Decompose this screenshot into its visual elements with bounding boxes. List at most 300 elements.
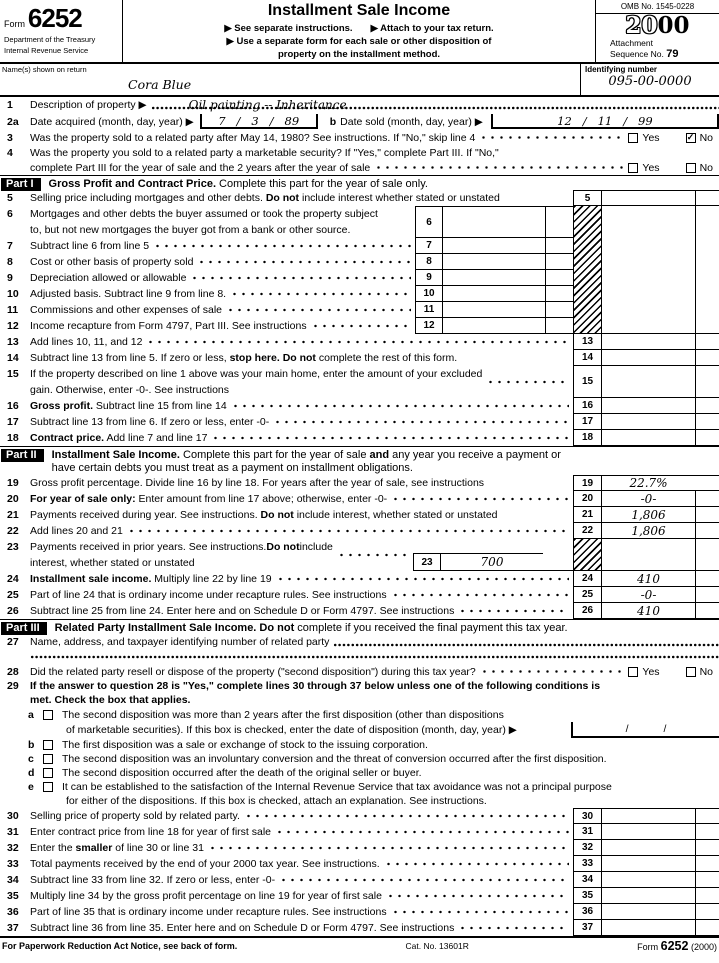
line-32-box: 32 — [573, 840, 602, 856]
line-13-amount[interactable] — [602, 334, 695, 350]
line-6-number: 6 — [7, 208, 13, 220]
line-7-amount[interactable] — [443, 238, 545, 254]
line-22-cents[interactable] — [695, 523, 719, 539]
line-12 — [0, 318, 719, 334]
line-28-yes-checkbox[interactable] — [628, 667, 638, 677]
line-10-amount[interactable] — [443, 286, 545, 302]
line-29-text-1: If the answer to question 28 is "Yes," complete lines 30 through 37 below unless one of the following conditions is — [30, 680, 601, 692]
line-13-box: 13 — [573, 334, 602, 350]
line-6-box: 6 — [415, 206, 443, 238]
line-27-number: 27 — [7, 636, 19, 648]
line-25-cents[interactable] — [695, 587, 719, 603]
line-19 — [0, 475, 719, 491]
irs-label: Internal Revenue Service — [4, 45, 89, 55]
installment-sale-income-value: 410 — [637, 571, 660, 586]
line-21-box: 21 — [573, 507, 602, 523]
line-23-label: Payments received in prior years. See instructions. Do not include interest, whether stated or unstated — [30, 541, 333, 569]
line-29e-row-2 — [0, 794, 719, 808]
bullet-attach: ▶ Attach to your tax return. — [370, 23, 494, 34]
date-sold-value: 12 / 11 / 99 — [557, 113, 653, 128]
line-23-box: 23 — [413, 553, 441, 571]
line-21 — [0, 507, 719, 523]
line-8-cents[interactable] — [545, 254, 573, 270]
line-16-number: 16 — [7, 400, 19, 412]
dot-leader — [480, 664, 625, 679]
line-23 — [0, 539, 719, 571]
line-25-box: 25 — [573, 587, 602, 603]
line-34-box: 34 — [573, 872, 602, 888]
line-36-number: 36 — [7, 906, 19, 918]
line-18-cents[interactable] — [695, 430, 719, 446]
line-29b-letter: b — [28, 739, 35, 751]
dot-leader — [244, 808, 569, 824]
line-21-number: 21 — [7, 509, 19, 521]
name-label: Name(s) shown on return — [2, 65, 87, 74]
form-number: 6252 — [27, 3, 82, 33]
dot-leader — [276, 571, 569, 587]
line-25 — [0, 587, 719, 603]
line-29-text-2: met. Check the box that applies. — [30, 694, 191, 706]
dot-leader — [479, 130, 624, 145]
catalog-number: Cat. No. 13601R — [405, 941, 469, 951]
line-9-cents[interactable] — [545, 270, 573, 286]
line-13 — [0, 334, 719, 350]
dot-leader — [391, 587, 569, 603]
part-1-label: Part I — [1, 178, 41, 191]
line-27 — [0, 634, 719, 650]
line-10-cents[interactable] — [545, 286, 573, 302]
line-27-label: Name, address, and taxpayer identifying number of related party — [30, 636, 330, 648]
no-label: No — [699, 131, 713, 144]
line-34-label: Subtract line 33 from line 32. If zero or less, enter -0- — [30, 874, 276, 886]
form-word: Form — [4, 19, 25, 29]
line-36-box: 36 — [573, 904, 602, 920]
line-18-box: 18 — [573, 430, 602, 446]
no-label: No — [699, 665, 713, 678]
treasury-label: Department of the Treasury — [4, 35, 96, 44]
line-31-box: 31 — [573, 824, 602, 840]
line-9-number: 9 — [7, 272, 13, 284]
line-29a-row-2 — [0, 722, 719, 738]
line-13-number: 13 — [7, 336, 19, 348]
line-4-question-2: complete Part III for the year of sale and the 2 years after the year of sale — [30, 161, 371, 174]
line-8-label: Cost or other basis of property sold — [30, 256, 194, 268]
line-37-amount[interactable] — [602, 920, 695, 936]
line-35-amount[interactable] — [602, 888, 695, 904]
title-block — [123, 0, 595, 62]
line-24-amount[interactable] — [602, 571, 695, 587]
line-4-number: 4 — [7, 146, 13, 159]
part-3-title: Related Party Installment Sale Income. Do not complete if you received the final payment this tax year. — [54, 622, 568, 634]
line-5-cents[interactable] — [695, 190, 719, 206]
line-21-label: Payments received during year. See instructions. Do not include interest, whether stated or unstated — [30, 509, 498, 521]
line-4-question-1: Was the property you sold to a related party a marketable security? If "Yes," complete Part III. If "No," — [30, 146, 499, 159]
line-19-box: 19 — [573, 475, 602, 491]
line-7-cents[interactable] — [545, 238, 573, 254]
line-19-amount[interactable] — [602, 475, 695, 491]
line-5-label: Selling price including mortgages and other debts. Do not include interest whether stated or unstated — [30, 192, 500, 204]
dot-leader — [153, 238, 411, 254]
line-17-label: Subtract line 13 from line 6. If zero or less, enter -0- — [30, 416, 270, 428]
line-4-no-checkbox[interactable] — [686, 163, 696, 173]
line-29-number: 29 — [7, 680, 19, 692]
line-5-amount[interactable] — [602, 190, 695, 206]
line-1 — [0, 97, 719, 113]
dot-leader — [391, 491, 569, 507]
line-29c-letter: c — [28, 753, 34, 765]
identifying-number-value: 095-00-0000 — [608, 74, 692, 89]
line-36-amount[interactable] — [602, 904, 695, 920]
line-29e-text-2: for either of the dispositions. If this box is checked, attach an explanation. See instructions. — [66, 795, 487, 807]
line-37-cents[interactable] — [695, 920, 719, 936]
line-30-number: 30 — [7, 810, 19, 822]
tax-year: 2000 — [625, 12, 690, 39]
line-18-label: Contract price. Add line 7 and line 17 — [30, 432, 208, 444]
line-19-label: Gross profit percentage. Divide line 16 by line 18. For years after the year of sale, see instructions — [30, 477, 485, 489]
dot-leader — [458, 920, 569, 936]
line-3 — [0, 130, 719, 145]
name-value: Cora Blue — [128, 77, 192, 92]
part-1-section — [0, 190, 719, 446]
second-disposition-date-field[interactable] — [571, 722, 719, 738]
line-29b-text: The first disposition was a sale or exchange of stock to the issuing corporation. — [62, 739, 428, 751]
line-29d-checkbox[interactable] — [43, 768, 53, 778]
line-18-amount[interactable] — [602, 430, 695, 446]
line-18-number: 18 — [7, 432, 19, 444]
part-2-section — [0, 475, 719, 619]
dot-leader — [146, 334, 569, 350]
line-17 — [0, 414, 719, 430]
line-18 — [0, 430, 719, 446]
no-label: No — [699, 161, 713, 174]
dot-leader — [486, 366, 569, 398]
line-29e-text-1: It can be established to the satisfaction of the Internal Revenue Service that tax avoidance was not a principal purpose — [62, 781, 612, 793]
line-12-cents[interactable] — [545, 318, 573, 334]
prior-year-payments-value: 700 — [480, 555, 504, 569]
line-29a-checkbox[interactable] — [43, 710, 53, 720]
line-33-number: 33 — [7, 858, 19, 870]
line-4-row-2 — [0, 160, 719, 175]
line-20-number: 20 — [7, 493, 19, 505]
line-36-cents[interactable] — [695, 904, 719, 920]
sequence-label: Sequence No. 79 — [610, 48, 679, 61]
bullet-separate-form-2: property on the installment method. — [277, 49, 441, 60]
line-17-amount[interactable] — [602, 414, 695, 430]
date-acquired-value: 7 / 3 / 89 — [218, 113, 300, 128]
form-title: Installment Sale Income — [267, 2, 451, 19]
line-26-cents[interactable] — [695, 603, 719, 619]
line-29e-checkbox[interactable] — [43, 782, 53, 792]
line-15 — [0, 366, 719, 398]
line-35-number: 35 — [7, 890, 19, 902]
line-15-number: 15 — [7, 368, 19, 380]
line-3-yes-checkbox[interactable] — [628, 133, 638, 143]
line-29a-letter: a — [28, 708, 34, 721]
line-2a-label: Date acquired (month, day, year) ▶ — [30, 115, 194, 128]
line-5-box: 5 — [573, 190, 602, 206]
line-37-number: 37 — [7, 922, 19, 934]
dot-leader — [374, 160, 624, 175]
dot-leader — [311, 318, 411, 334]
line-26-amount[interactable]: 410 — [602, 603, 695, 619]
line-34-amount[interactable] — [602, 872, 695, 888]
second-disposition-date-value: / / — [625, 723, 667, 735]
line-16-amount[interactable] — [602, 398, 695, 414]
line-23-amount[interactable] — [441, 553, 543, 571]
line-28-number: 28 — [7, 665, 19, 678]
form-footer — [0, 936, 719, 954]
line-37-label: Subtract line 36 from line 35. Enter here and on Schedule D or Form 4797. See instructions — [30, 922, 455, 934]
line-29a-row-1 — [0, 707, 719, 722]
line-29-row-2 — [0, 693, 719, 707]
dot-leader — [458, 603, 569, 619]
line-24 — [0, 571, 719, 587]
line-36-label: Part of line 35 that is ordinary income under recapture rules. See instructions — [30, 906, 387, 918]
part-1-bar — [0, 175, 719, 190]
name-field[interactable] — [0, 64, 580, 95]
line-26-box: 26 — [573, 603, 602, 619]
line-14-number: 14 — [7, 352, 19, 364]
line-8-amount[interactable] — [443, 254, 545, 270]
line-14-cents[interactable] — [695, 350, 719, 366]
line-20-amount[interactable]: -0- — [602, 491, 695, 507]
line-34 — [0, 872, 719, 888]
line-10-label: Adjusted basis. Subtract line 9 from line 8. — [30, 288, 227, 300]
line-8-number: 8 — [7, 256, 13, 268]
property-description-value: Oil painting -- Inheritance — [188, 98, 347, 112]
dot-leader — [386, 888, 569, 904]
line-24-cents[interactable] — [695, 571, 719, 587]
line-29c — [0, 752, 719, 766]
identifying-number-field[interactable] — [580, 64, 719, 95]
line-24-label: Installment sale income. Multiply line 22 by line 19 — [30, 573, 272, 585]
line-29c-text: The second disposition was an involuntary conversion and the threat of conversion occurred after the first disposition. — [62, 753, 607, 765]
line-15-amount[interactable] — [602, 366, 695, 398]
line-31-cents[interactable] — [695, 824, 719, 840]
dot-leader — [230, 286, 411, 302]
line-29d-letter: d — [28, 767, 35, 779]
part-1-title: Gross Profit and Contract Price. Complete this part for the year of sale only. — [48, 178, 428, 190]
line-9 — [0, 270, 719, 286]
line-3-number: 3 — [7, 131, 13, 144]
line-20 — [0, 491, 719, 507]
line-25-label: Part of line 24 that is ordinary income under recapture rules. See instructions — [30, 589, 387, 601]
line-11-cents[interactable] — [545, 302, 573, 318]
line-28 — [0, 664, 719, 679]
line-25-number: 25 — [7, 589, 19, 601]
line-8 — [0, 254, 719, 270]
line-33-box: 33 — [573, 856, 602, 872]
dot-leader — [273, 414, 569, 430]
gross-profit-percentage-value: 22.7% — [629, 476, 668, 490]
line-16-label: Gross profit. Subtract line 15 from line 14 — [30, 400, 227, 412]
line-28-yes-no — [628, 666, 719, 678]
line-12-amount[interactable] — [443, 318, 545, 334]
part-3-label: Part III — [1, 622, 47, 635]
line-14-amount[interactable] — [602, 350, 695, 366]
line-31-number: 31 — [7, 826, 19, 838]
line-25-amount[interactable]: -0- — [602, 587, 695, 603]
name-id-row — [0, 64, 719, 97]
line-22-number: 22 — [7, 525, 19, 537]
line-26 — [0, 603, 719, 619]
date-acquired-field[interactable] — [200, 114, 318, 129]
line-23-number: 23 — [7, 541, 19, 553]
part-2-label: Part II — [1, 449, 44, 462]
line-30-amount[interactable] — [602, 808, 695, 824]
line-22-label: Add lines 20 and 21 — [30, 525, 123, 537]
line-19-cents[interactable] — [695, 475, 719, 491]
dot-leader — [275, 824, 569, 840]
line-4-yes-checkbox[interactable] — [628, 163, 638, 173]
line-11-box: 11 — [415, 302, 443, 318]
part-2-bar — [0, 446, 719, 475]
line-7-box: 7 — [415, 238, 443, 254]
line-34-number: 34 — [7, 874, 19, 886]
line-30-box: 30 — [573, 808, 602, 824]
line-20-label: For year of sale only: Enter amount from line 17 above; otherwise, enter -0- — [30, 493, 388, 505]
line-3-no-checkbox[interactable] — [686, 133, 696, 143]
line-17-box: 17 — [573, 414, 602, 430]
line-33-amount[interactable] — [602, 856, 695, 872]
line-21-cents[interactable] — [695, 507, 719, 523]
line-26-label: Subtract line 25 from line 24. Enter here and on Schedule D or Form 4797. See instructions — [30, 605, 455, 617]
line-15-cents[interactable] — [695, 366, 719, 398]
dot-leader — [279, 872, 569, 888]
form-header — [0, 0, 719, 64]
line-31-label: Enter contract price from line 18 for year of first sale — [30, 826, 272, 838]
line-22 — [0, 523, 719, 539]
line-14-box: 14 — [573, 350, 602, 366]
line-1-write-in[interactable] — [151, 97, 719, 113]
line-6-cents[interactable] — [545, 206, 573, 238]
dot-leader — [127, 523, 569, 539]
line-3-yes-no — [628, 132, 719, 144]
line-6-label: Mortgages and other debts the buyer assumed or took the property subject to, but not new mortgages the buyer got from a bank or other source. — [30, 208, 378, 236]
line-28-no-checkbox[interactable] — [686, 667, 696, 677]
line-13-label: Add lines 10, 11, and 12 — [30, 336, 143, 348]
dot-leader — [208, 840, 569, 856]
dot-leader — [190, 270, 411, 286]
line-13-cents[interactable] — [695, 334, 719, 350]
line-32-number: 32 — [7, 842, 19, 854]
line-27-write-in-2[interactable] — [30, 650, 719, 664]
line-29d — [0, 766, 719, 780]
yes-label: Yes — [642, 161, 660, 174]
line-16 — [0, 398, 719, 414]
line-3-question: Was the property sold to a related party after May 14, 1980? See instructions. If "No," skip line 4 — [30, 131, 476, 144]
line-35-box: 35 — [573, 888, 602, 904]
line-32-cents[interactable] — [695, 840, 719, 856]
dot-leader — [391, 904, 569, 920]
line-34-cents[interactable] — [695, 872, 719, 888]
line-9-amount[interactable] — [443, 270, 545, 286]
line-16-box: 16 — [573, 398, 602, 414]
line-33-label: Total payments received by the end of your 2000 tax year. See instructions. — [30, 858, 380, 870]
line-4-yes-no — [628, 162, 719, 174]
line-7-label: Subtract line 6 from line 5 — [30, 240, 150, 252]
line-11-number: 11 — [7, 304, 19, 316]
line-29b-checkbox[interactable] — [43, 740, 53, 750]
line-30 — [0, 808, 719, 824]
check-icon: ✓ — [686, 132, 695, 142]
line-2a-number: 2a — [7, 115, 19, 128]
line-22-box: 22 — [573, 523, 602, 539]
omb-block — [595, 0, 719, 62]
line-31-amount[interactable] — [602, 824, 695, 840]
bullet-separate-form: ▶ Use a separate form for each sale or other disposition of — [226, 36, 492, 47]
line-7 — [0, 238, 719, 254]
omb-number: OMB No. 1545-0228 — [596, 0, 719, 14]
line-20-cents[interactable] — [695, 491, 719, 507]
form-id-block — [0, 0, 123, 62]
line-21-amount[interactable]: 1,806 — [602, 507, 695, 523]
line-30-cents[interactable] — [695, 808, 719, 824]
line-16-cents[interactable] — [695, 398, 719, 414]
line-12-label: Income recapture from Form 4797, Part III. See instructions — [30, 320, 307, 332]
dot-leader — [337, 539, 409, 571]
line-10 — [0, 286, 719, 302]
dot-leader — [226, 302, 411, 318]
line-12-box: 12 — [415, 318, 443, 334]
line-35 — [0, 888, 719, 904]
line-9-label: Depreciation allowed or allowable — [30, 272, 187, 284]
line-11-amount[interactable] — [443, 302, 545, 318]
identifying-number-label: Identifying number — [585, 65, 657, 74]
line-6 — [0, 206, 719, 238]
line-24-box: 24 — [573, 571, 602, 587]
line-32-amount[interactable] — [602, 840, 695, 856]
line-2b-letter: b — [329, 115, 337, 128]
line-27-write-in[interactable] — [333, 634, 719, 650]
line-17-cents[interactable] — [695, 414, 719, 430]
line-29c-checkbox[interactable] — [43, 754, 53, 764]
line-26-number: 26 — [7, 605, 19, 617]
line-24-number: 24 — [7, 573, 19, 585]
line-22-amount[interactable]: 1,806 — [602, 523, 695, 539]
line-29e-row-1 — [0, 780, 719, 794]
line-35-cents[interactable] — [695, 888, 719, 904]
line-28-question: Did the related party resell or dispose of the property ("second disposition") during this tax year? — [30, 665, 476, 678]
line-11-label: Commissions and other expenses of sale — [30, 304, 223, 316]
line-31 — [0, 824, 719, 840]
line-29d-text: The second disposition occurred after the death of the original seller or buyer. — [62, 767, 422, 779]
bullet-see-instructions: ▶ See separate instructions. — [224, 23, 353, 34]
line-11 — [0, 302, 719, 318]
line-17-number: 17 — [7, 416, 19, 428]
line-33-cents[interactable] — [695, 856, 719, 872]
line-12-number: 12 — [7, 320, 19, 332]
line-15-box: 15 — [573, 366, 602, 398]
line-2b-label: Date sold (month, day, year) ▶ — [340, 115, 483, 128]
line-14 — [0, 350, 719, 366]
line-29b — [0, 738, 719, 752]
line-29a-text-2: of marketable securities). If this box is checked, enter the date of disposition (month, day, year) ▶ — [66, 724, 517, 736]
line-6-amount[interactable] — [443, 206, 545, 238]
line-9-box: 9 — [415, 270, 443, 286]
line-7-number: 7 — [7, 240, 13, 252]
line-37-box: 37 — [573, 920, 602, 936]
yes-label: Yes — [642, 665, 660, 678]
line-5-number: 5 — [7, 192, 13, 204]
line-32-label: Enter the smaller of line 30 or line 31 — [30, 842, 204, 854]
dot-leader — [231, 398, 569, 414]
paperwork-notice: For Paperwork Reduction Act Notice, see back of form. — [2, 941, 238, 951]
date-sold-field[interactable] — [491, 114, 719, 129]
line-23-inner-box — [413, 553, 573, 571]
line-30-label: Selling price of property sold by related party. — [30, 810, 240, 822]
dot-leader — [211, 430, 569, 446]
